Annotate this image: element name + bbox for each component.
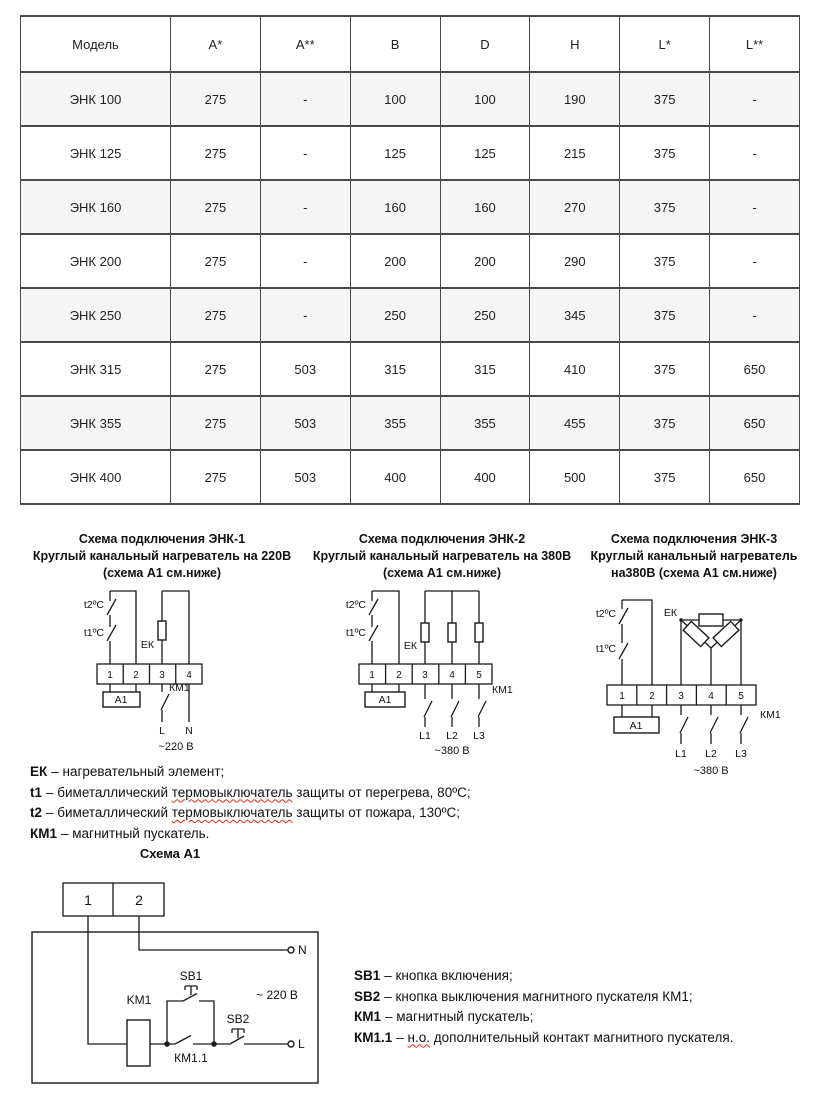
terminal-3: 3 <box>159 669 165 681</box>
phase-l-label: L <box>159 724 165 737</box>
km1-label: КМ1 <box>169 681 190 694</box>
cell-value: 125 <box>350 126 440 180</box>
col-header-a1: A* <box>171 16 261 72</box>
cell-value: - <box>260 72 350 126</box>
cell-value: 375 <box>620 288 710 342</box>
cell-value: 503 <box>260 342 350 396</box>
cell-value: 400 <box>440 450 530 504</box>
t2-label: t2ºC <box>83 598 104 611</box>
cell-value: 355 <box>350 396 440 450</box>
km1-label: КМ1 <box>492 683 513 696</box>
table-row <box>21 234 800 288</box>
title-line: (схема А1 см.ниже) <box>102 565 222 580</box>
terminal-3: 3 <box>422 669 428 681</box>
delta-heater-elements <box>679 614 742 685</box>
cell-value: 100 <box>440 72 530 126</box>
wiring-diagrams-row <box>18 531 810 787</box>
cell-value: 100 <box>350 72 440 126</box>
legend-term: SB2 <box>354 988 381 1004</box>
title-line: Схема подключения ЭНК-2 <box>358 532 526 546</box>
phase-l-label: L <box>298 1037 305 1051</box>
terminal-block <box>63 883 164 916</box>
table-header-row <box>21 16 800 72</box>
legend-text: – магнитный пускатель. <box>61 825 210 841</box>
legend-text: защиты от перегрева, 80ºС; <box>292 784 471 800</box>
cell-value: 275 <box>171 234 261 288</box>
terminal-2: 2 <box>133 669 139 681</box>
cell-value: 275 <box>171 72 261 126</box>
cell-value: - <box>260 126 350 180</box>
cell-value: 275 <box>171 342 261 396</box>
cell-value: 275 <box>171 180 261 234</box>
terminal-4: 4 <box>708 690 714 702</box>
terminal-2: 2 <box>396 669 402 681</box>
legend-item <box>354 1028 733 1049</box>
phase-l2-label: L2 <box>705 747 717 760</box>
schema-a1-schematic <box>25 872 355 1094</box>
col-header-d: D <box>440 16 530 72</box>
cell-value: - <box>710 126 800 180</box>
cell-value: 200 <box>350 234 440 288</box>
legend-text: – нагревательный элемент; <box>51 764 225 779</box>
cell-model: ЭНК 400 <box>21 450 171 504</box>
title-line: Круглый канальный нагреватель <box>590 548 798 563</box>
diagram-enk3 <box>578 531 810 787</box>
schema-a1-legend <box>354 966 733 1048</box>
col-header-b: B <box>350 16 440 72</box>
col-header-l1: L* <box>620 16 710 72</box>
cell-value: 215 <box>530 126 620 180</box>
a1-label: А1 <box>114 693 128 706</box>
cell-value: - <box>260 288 350 342</box>
table-row <box>21 72 800 126</box>
legend-term: t2 <box>30 805 43 821</box>
heater-elements-branch <box>421 591 483 664</box>
phase-l2-label: L2 <box>446 729 458 742</box>
terminal-4: 4 <box>449 669 455 681</box>
cell-value: 345 <box>530 288 620 342</box>
table-body <box>21 72 800 504</box>
terminal-1: 1 <box>84 892 92 908</box>
cell-value: 275 <box>171 126 261 180</box>
cell-value: 160 <box>350 180 440 234</box>
cell-value: - <box>710 72 800 126</box>
thermal-switch-branch <box>369 591 399 664</box>
legend-text: защиты от пожара, 130ºС; <box>292 805 461 821</box>
t1-label: t1ºC <box>83 626 104 639</box>
col-header-h: H <box>530 16 620 72</box>
cell-value: 275 <box>171 450 261 504</box>
enk3-schematic <box>579 587 809 787</box>
t2-label: t2ºC <box>345 598 366 611</box>
cell-value: - <box>710 288 800 342</box>
legend-item <box>354 1007 733 1028</box>
diagram-enk3-title <box>591 531 798 582</box>
cell-value: 410 <box>530 342 620 396</box>
cell-value: - <box>260 180 350 234</box>
cell-value: 250 <box>440 288 530 342</box>
cell-value: 503 <box>260 450 350 504</box>
cell-value: 250 <box>350 288 440 342</box>
t2-label: t2ºC <box>595 607 616 620</box>
cell-value: 500 <box>530 450 620 504</box>
km1-coil-label: KM1 <box>126 993 152 1007</box>
table-header <box>21 16 800 72</box>
cell-value: 375 <box>620 126 710 180</box>
cell-model: ЭНК 355 <box>21 396 171 450</box>
cell-value: 650 <box>710 396 800 450</box>
title-line: Круглый канальный нагреватель на 220В <box>32 548 292 563</box>
terminal-4: 4 <box>186 669 192 681</box>
ek-label: ЕК <box>663 606 677 619</box>
title-line: (схема А1 см.ниже) <box>382 565 502 580</box>
title-line: Круглый канальный нагреватель на 380В <box>312 548 572 563</box>
table-row <box>21 288 800 342</box>
legend-item <box>354 966 733 987</box>
neutral-wire <box>139 916 294 953</box>
legend-text: – биметаллический <box>46 784 172 800</box>
cell-value: 455 <box>530 396 620 450</box>
col-header-l2: L** <box>710 16 800 72</box>
terminal-3: 3 <box>678 690 684 702</box>
legend-text: – магнитный пускатель; <box>385 1009 534 1025</box>
cell-value: 125 <box>440 126 530 180</box>
legend-term: SB1 <box>354 968 381 983</box>
legend-item <box>30 803 471 824</box>
title-line: на380В (схема А1 см.ниже) <box>611 565 777 580</box>
cell-value: 375 <box>620 342 710 396</box>
col-header-model: Модель <box>21 16 171 72</box>
legend-term: ЕК <box>30 764 48 779</box>
schema-a1-heading: Схема А1 <box>139 846 201 861</box>
thermal-switch-branch <box>619 600 652 685</box>
legend-item <box>30 762 471 783</box>
voltage-label: ~ 220 В <box>256 988 298 1002</box>
voltage-label: ~380 В <box>434 744 470 757</box>
diagram-enk2-title <box>313 531 571 582</box>
phase-l3-label: L3 <box>473 729 485 742</box>
diagram-enk1 <box>18 531 306 787</box>
cell-value: 503 <box>260 396 350 450</box>
terminal-2: 2 <box>649 690 655 702</box>
col-header-a2: A** <box>260 16 350 72</box>
cell-model: ЭНК 200 <box>21 234 171 288</box>
terminal-5: 5 <box>738 690 744 702</box>
legend-term: КМ1.1 <box>354 1029 393 1045</box>
legend-term: КМ1 <box>354 1009 381 1025</box>
legend-misspelled-word: н.о. <box>407 1029 430 1045</box>
legend-text: – кнопка выключения магнитного пускателя КМ1; <box>384 988 693 1004</box>
neutral-n-label: N <box>185 724 193 737</box>
cell-value: 200 <box>440 234 530 288</box>
cell-value: 315 <box>350 342 440 396</box>
terminal-1: 1 <box>369 669 375 681</box>
cell-model: ЭНК 100 <box>21 72 171 126</box>
a1-label: А1 <box>629 719 643 732</box>
cell-value: 315 <box>440 342 530 396</box>
enk1-schematic <box>42 587 282 759</box>
dimensions-table <box>20 15 800 505</box>
legend-text: – биметаллический <box>46 805 172 821</box>
cell-value: 290 <box>530 234 620 288</box>
cell-value: 275 <box>171 396 261 450</box>
legend-text: – кнопка включения; <box>384 968 513 983</box>
cell-model: ЭНК 125 <box>21 126 171 180</box>
neutral-n-label: N <box>298 943 307 957</box>
km1-contacts <box>424 684 486 727</box>
t1-label: t1ºC <box>345 626 366 639</box>
cell-value: - <box>260 234 350 288</box>
cell-value: 375 <box>620 180 710 234</box>
cell-value: 375 <box>620 234 710 288</box>
cell-value: 375 <box>620 72 710 126</box>
cell-value: 160 <box>440 180 530 234</box>
legend-misspelled-word: термовыключатель <box>171 805 293 821</box>
dimensions-table-wrap <box>20 15 800 505</box>
table-row <box>21 342 800 396</box>
legend-text: – <box>396 1029 408 1045</box>
km11-contact-label: КМ1.1 <box>174 1051 208 1065</box>
phase-l1-label: L1 <box>675 747 687 760</box>
ek-label: ЕК <box>140 638 154 651</box>
legend-item <box>30 783 471 804</box>
cell-model: ЭНК 250 <box>21 288 171 342</box>
table-row <box>21 450 800 504</box>
sb2-branch <box>230 1029 294 1047</box>
km1-label: КМ1 <box>760 708 781 721</box>
legend-text: дополнительный контакт магнитного пускателя. <box>430 1029 734 1045</box>
legend-item <box>354 987 733 1008</box>
voltage-label: ~380 В <box>693 764 729 777</box>
sb2-label: SB2 <box>226 1012 250 1026</box>
cell-value: 275 <box>171 288 261 342</box>
title-line: Схема подключения ЭНК-1 <box>78 532 246 546</box>
t1-label: t1ºC <box>595 642 616 655</box>
table-row <box>21 396 800 450</box>
terminal-2: 2 <box>135 892 143 908</box>
table-row <box>21 180 800 234</box>
cell-value: 650 <box>710 342 800 396</box>
diagram-enk1-title <box>33 531 291 582</box>
legend-misspelled-word: термовыключатель <box>171 784 293 800</box>
cell-value: 190 <box>530 72 620 126</box>
cell-value: - <box>710 234 800 288</box>
legend-term: КМ1 <box>30 825 57 841</box>
phase-l3-label: L3 <box>735 747 747 760</box>
cell-value: 400 <box>350 450 440 504</box>
a1-label: А1 <box>378 693 392 706</box>
cell-value: 270 <box>530 180 620 234</box>
terminal-1: 1 <box>107 669 113 681</box>
ek-label: ЕК <box>403 639 417 652</box>
terminal-5: 5 <box>476 669 482 681</box>
thermal-switch-branch <box>107 591 136 664</box>
voltage-label: ~220 В <box>158 740 194 753</box>
cell-model: ЭНК 315 <box>21 342 171 396</box>
km1-contacts <box>680 705 748 744</box>
cell-value: 375 <box>620 450 710 504</box>
cell-model: ЭНК 160 <box>21 180 171 234</box>
terminal-1: 1 <box>619 690 625 702</box>
enk2-schematic <box>322 587 562 759</box>
coil-circuit <box>88 916 230 1066</box>
phase-l1-label: L1 <box>419 729 431 742</box>
diagram-enk2 <box>306 531 578 787</box>
heater-element-branch <box>158 591 189 664</box>
legend-term: t1 <box>30 784 43 800</box>
sb1-label: SB1 <box>179 969 203 983</box>
legend-item <box>30 824 471 845</box>
table-row <box>21 126 800 180</box>
cell-value: - <box>710 180 800 234</box>
cell-value: 375 <box>620 396 710 450</box>
cell-value: 355 <box>440 396 530 450</box>
cell-value: 650 <box>710 450 800 504</box>
components-legend <box>30 762 471 844</box>
title-line: Схема подключения ЭНК-3 <box>610 532 778 546</box>
